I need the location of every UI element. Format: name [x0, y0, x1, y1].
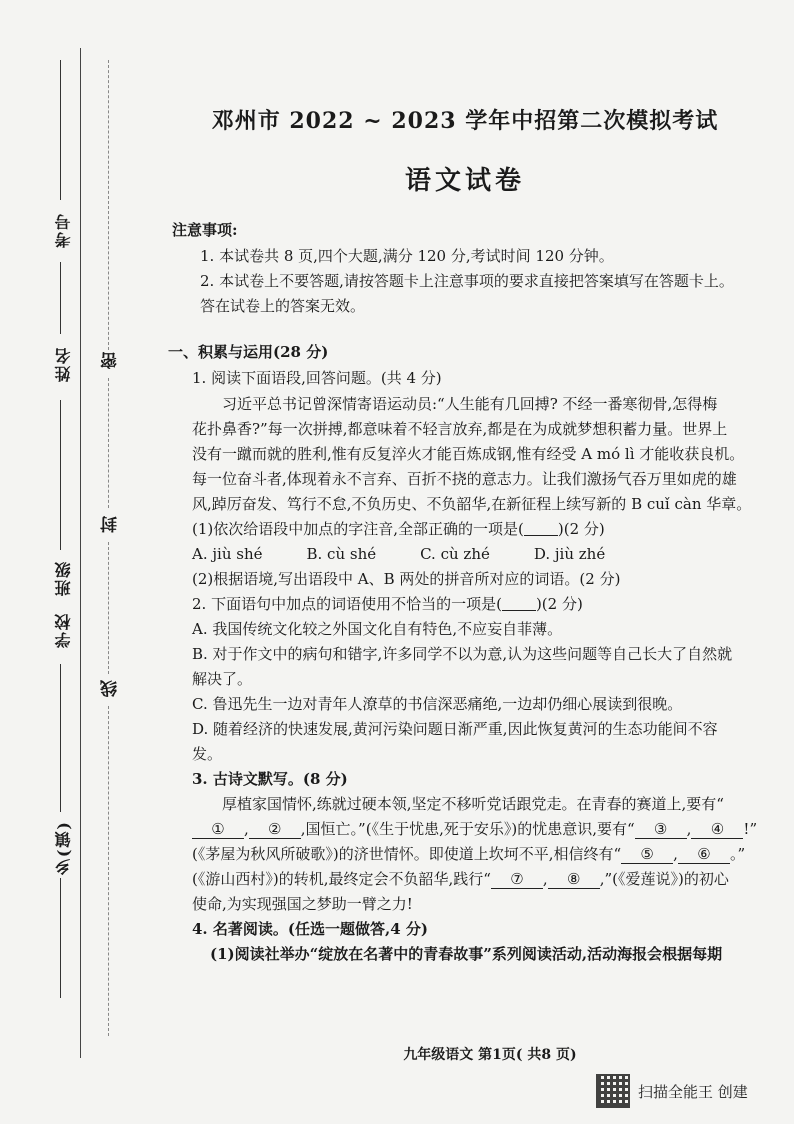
- passage-line: 习近平总书记曾深情寄语运动员:“人生能有几回搏? 不经一番寒彻骨,怎得梅: [222, 395, 718, 413]
- exam-subtitle: 语文试卷: [404, 166, 525, 196]
- q3-text: (《游山西村》)的转机,最终定会不负韶华,践行“: [192, 870, 491, 888]
- option-a: A. jiù shé: [192, 545, 263, 563]
- exam-no-rule: [60, 60, 61, 200]
- class-label: 班级: [54, 560, 73, 596]
- question-2-option-b: B. 对于作文中的病句和错字,许多同学不以为意,认为这些问题等自己长大了自然就: [192, 645, 733, 663]
- notes-item-1: 1. 本试卷共 8 页,四个大题,满分 120 分,考试时间 120 分钟。: [200, 247, 614, 265]
- q3-text: ,国恒亡。”(《生于忧患,死于安乐》)的忧患意识,要有“: [300, 820, 635, 838]
- q3-line: ① , ② ,国恒亡。”(《生于忧患,死于安乐》)的忧患意识,要有“ ③ , ④ !”: [192, 817, 772, 842]
- question-1-1-points: )(2 分): [557, 520, 605, 538]
- section-heading: 一、积累与运用(28 分): [168, 343, 329, 361]
- seal-feng: 封: [101, 516, 121, 533]
- question-1-2: (2)根据语境,写出语段中 A、B 两处的拼音所对应的词语。(2 分): [192, 570, 621, 588]
- question-1-1-text: (1)依次给语段中加点的字注音,全部正确的一项是(: [192, 520, 524, 538]
- q3-text: ,”(《爱莲说》)的初心: [599, 870, 729, 888]
- option-b: B. cù shé: [306, 545, 377, 563]
- question-1: 1. 阅读下面语段,回答问题。(共 4 分): [192, 369, 442, 387]
- question-2-points: )(2 分): [535, 595, 583, 613]
- question-1-options: [192, 542, 772, 567]
- question-2-option-c: C. 鲁迅先生一边对青年人潦草的书信深恶痛绝,一边却仍细心展读到很晚。: [192, 695, 683, 713]
- passage-line: 风,踔厉奋发、笃行不怠,不负历史、不负韶华,在新征程上续写新的 B cuǐ càn 华章。: [192, 495, 752, 513]
- blank-3[interactable]: ③: [635, 820, 687, 839]
- notes-item-2-cont: 答在试卷上的答案无效。: [200, 297, 366, 315]
- blank-2[interactable]: ②: [249, 820, 301, 839]
- binding-line: [80, 48, 81, 1058]
- exam-no-label: 考号: [54, 212, 73, 248]
- q3-line: (《游山西村》)的转机,最终定会不负韶华,践行“ ⑦ , ⑧ ,”(《爱莲说》)的初心: [192, 870, 729, 888]
- q3-text: (《茅屋为秋风所破歌》)的济世情怀。即使道上坎坷不平,相信终有“: [192, 845, 622, 863]
- question-4-1: (1)阅读社举办“绽放在名著中的青春故事”系列阅读活动,活动海报会根据每期: [210, 945, 723, 963]
- q3-line: 使命,为实现强国之梦助一臂之力!: [192, 895, 413, 913]
- seal-dash: [108, 60, 109, 350]
- seal-dash: [108, 706, 109, 1036]
- q3-line: 厚植家国情怀,练就过硬本领,坚定不移听党话跟党走。在青春的赛道上,要有“: [222, 795, 724, 813]
- scanner-watermark: [596, 1074, 748, 1108]
- question-2-option-a: A. 我国传统文化较之外国文化自有特色,不应妄自菲薄。: [192, 620, 563, 638]
- blank-7[interactable]: ⑦: [491, 870, 543, 889]
- seal-dash: [108, 542, 109, 674]
- passage-line: 没有一蹴而就的胜利,惟有反复淬火才能百炼成钢,惟有经受 A mó lì 才能收获良机。: [192, 445, 745, 463]
- school-rule: [60, 664, 61, 812]
- notes-item-2: 2. 本试卷上不要答题,请按答题卡上注意事项的要求直接把答案填写在答题卡上。: [200, 272, 734, 290]
- option-d: D. jiù zhé: [533, 545, 606, 563]
- question-2-text: 2. 下面语句中加点的词语使用不恰当的一项是(: [192, 595, 502, 613]
- passage-line: 每一位奋斗者,体现着永不言弃、百折不挠的意志力。让我们激扬气吞万里如虎的雄: [192, 470, 737, 488]
- question-2-option-d-cont: 发。: [192, 745, 223, 763]
- class-rule: [60, 400, 61, 550]
- passage-line: 花扑鼻香?”每一次拼搏,都意味着不轻言放弃,都是在为成就梦想积蓄力量。世界上: [192, 420, 728, 438]
- q3-line: (《茅屋为秋风所破歌》)的济世情怀。即使道上坎坷不平,相信终有“ ⑤ , ⑥ 。”: [192, 845, 746, 863]
- question-2: [192, 592, 772, 617]
- question-2-option-d: D. 随着经济的快速发展,黄河污染问题日渐严重,因此恢复黄河的生态功能间不容: [192, 720, 718, 738]
- township-label: 乡(镇): [54, 820, 73, 876]
- blank-6[interactable]: ⑥: [678, 845, 730, 864]
- seal-xian: 线: [101, 680, 121, 697]
- option-c: C. cù zhé: [420, 545, 490, 563]
- school-label: 学校: [54, 612, 73, 648]
- blank-5[interactable]: ⑤: [621, 845, 673, 864]
- seal-dash: [108, 378, 109, 508]
- name-rule: [60, 262, 61, 334]
- question-4: 4. 名著阅读。(任选一题做答,4 分): [192, 920, 428, 938]
- notes-heading: 注意事项:: [172, 221, 238, 239]
- answer-blank[interactable]: [524, 521, 558, 536]
- blank-1[interactable]: ①: [192, 820, 244, 839]
- question-2-option-b-cont: 解决了。: [192, 670, 253, 688]
- scanner-label: 扫描全能王 创建: [638, 1082, 748, 1101]
- question-3: 3. 古诗文默写。(8 分): [192, 770, 348, 788]
- page-footer: 九年级语文 第1页( 共8 页): [403, 1047, 577, 1063]
- seal-mi: 密: [101, 352, 121, 369]
- township-rule: [60, 878, 61, 998]
- question-1-1: [192, 517, 772, 542]
- blank-4[interactable]: ④: [691, 820, 743, 839]
- q3-text: !”: [743, 820, 758, 838]
- answer-blank[interactable]: [502, 596, 536, 611]
- name-label: 姓名: [54, 346, 73, 382]
- q3-text: 。”: [729, 845, 746, 863]
- qr-code-icon: [596, 1074, 630, 1108]
- blank-8[interactable]: ⑧: [548, 870, 600, 889]
- exam-title: 邓州市 2022 ~ 2023 学年中招第二次模拟考试: [211, 108, 719, 134]
